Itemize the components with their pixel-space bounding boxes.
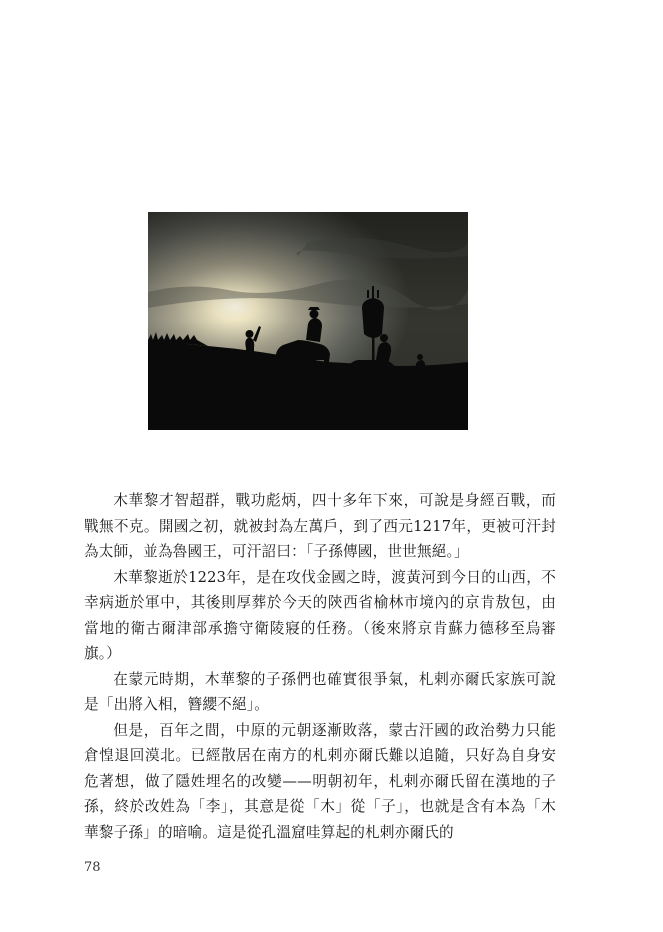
paragraph: 在蒙元時期，木華黎的子孫們也確實很爭氣，札剌亦爾氏家族可說是「出將入相，簪纓不絕」。 xyxy=(84,670,556,713)
paragraph: 木華黎逝於1223年，是在攻伐金國之時，渡黃河到今日的山西，不幸病逝於軍中，其後則厚葬於今天的陝西省榆林市境內的京肯敖包，由當地的衛古爾津部承擔守衛陵寢的任務。（後來將京肯蘇力德移至烏審旗。） xyxy=(84,568,556,662)
paragraph: 但是，百年之間，中原的元朝逐漸敗落，蒙古汗國的政治勢力只能倉惶退回漠北。已經散居在南方的札剌亦爾氏難以追隨，只好為自身安危著想，做了隱姓埋名的改變——明朝初年，札剌亦爾氏留在漢地的子孫，終於改姓為「李」，其意是從「木」從「子」，也就是含有本為「木華黎子孫」的暗喻。這是從孔溫窟哇算起的札剌亦爾氏的 xyxy=(84,721,556,841)
illustration-photo xyxy=(148,212,468,430)
body-text xyxy=(84,488,556,845)
paragraph: 木華黎才智超群，戰功彪炳，四十多年下來，可說是身經百戰，而戰無不克。開國之初，就被封為左萬戶，到了西元1217年，更被可汗封為太師，並為魯國王，可汗詔曰：「子孫傳國，世世無絕。」 xyxy=(84,492,556,560)
silhouette-riders-sunset-photo xyxy=(148,212,468,430)
page-number: 78 xyxy=(84,860,101,875)
